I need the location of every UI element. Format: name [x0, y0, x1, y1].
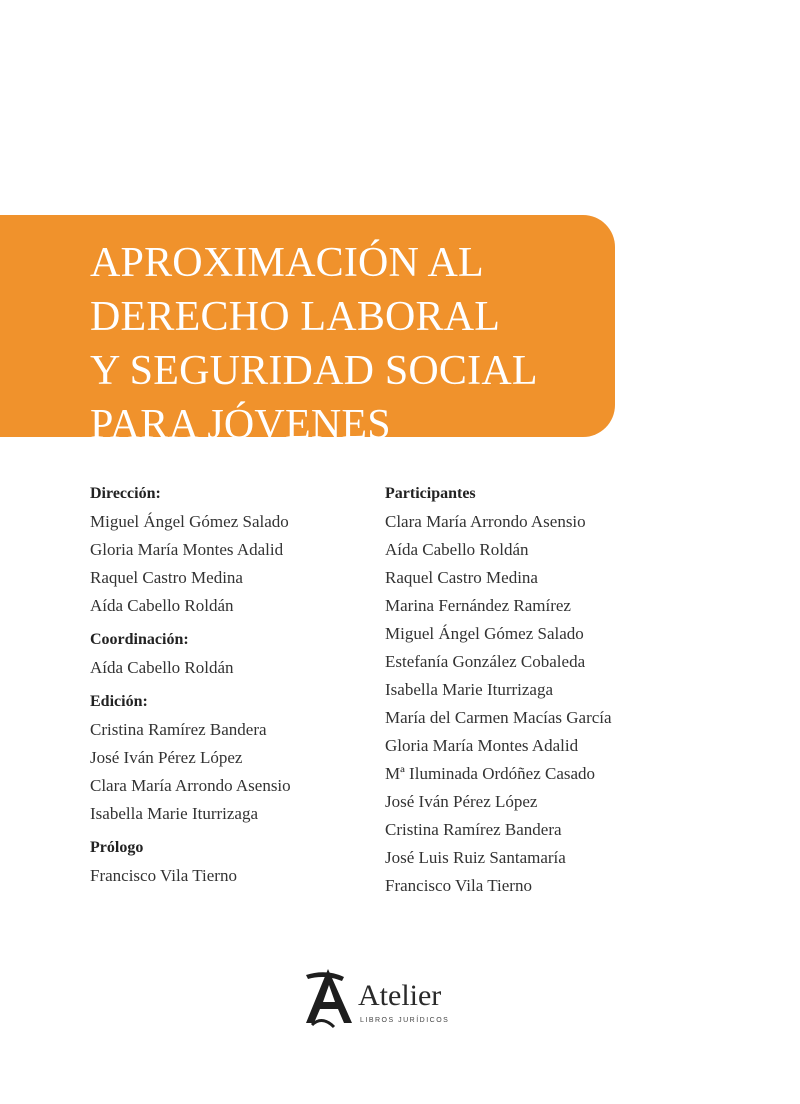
publisher-subtitle: LIBROS JURÍDICOS: [360, 1017, 450, 1024]
prologo-name: Francisco Vila Tierno: [90, 866, 237, 885]
edicion-name: Cristina Ramírez Bandera: [90, 720, 267, 739]
participante-name: Raquel Castro Medina: [385, 568, 538, 587]
credits-left-column: [90, 480, 370, 890]
coordinacion-name: Aída Cabello Roldán: [90, 658, 234, 677]
prologo-heading: Prólogo: [90, 839, 144, 856]
title-line: Y SEGURIDAD SOCIAL: [90, 348, 538, 394]
direccion-name: Raquel Castro Medina: [90, 568, 243, 587]
book-title: [90, 236, 538, 452]
participantes-heading: Participantes: [385, 485, 476, 502]
direccion-name: Miguel Ángel Gómez Salado: [90, 512, 289, 531]
title-line: APROXIMACIÓN AL: [90, 240, 484, 286]
participante-name: Marina Fernández Ramírez: [385, 596, 571, 615]
participante-name: Miguel Ángel Gómez Salado: [385, 624, 584, 643]
edicion-heading: Edición:: [90, 693, 148, 710]
participante-name: Francisco Vila Tierno: [385, 876, 532, 895]
atelier-logo-icon: [298, 965, 358, 1029]
participante-name: Gloria María Montes Adalid: [385, 736, 579, 755]
publisher-logo: [298, 965, 468, 1035]
title-line: PARA JÓVENES: [90, 402, 391, 448]
title-line: DERECHO LABORAL: [90, 294, 501, 340]
participante-name: Estefanía González Cobaleda: [385, 652, 586, 671]
participante-name: María del Carmen Macías García: [385, 708, 612, 727]
participante-name: Isabella Marie Iturrizaga: [385, 680, 554, 699]
participante-name: Cristina Ramírez Bandera: [385, 820, 562, 839]
participante-name: Aída Cabello Roldán: [385, 540, 529, 559]
coordinacion-heading: Coordinación:: [90, 631, 189, 648]
participante-name: Clara María Arrondo Asensio: [385, 512, 586, 531]
participante-name: Mª Iluminada Ordóñez Casado: [385, 764, 596, 783]
direccion-name: Aída Cabello Roldán: [90, 596, 234, 615]
edicion-name: Isabella Marie Iturrizaga: [90, 804, 259, 823]
credits-right-column: [385, 480, 725, 900]
edicion-name: José Iván Pérez López: [90, 748, 243, 767]
participante-name: José Iván Pérez López: [385, 792, 538, 811]
direccion-heading: Dirección:: [90, 485, 161, 502]
direccion-name: Gloria María Montes Adalid: [90, 540, 284, 559]
publisher-name: Atelier: [358, 979, 442, 1012]
participante-name: José Luis Ruiz Santamaría: [385, 848, 566, 867]
edicion-name: Clara María Arrondo Asensio: [90, 776, 291, 795]
